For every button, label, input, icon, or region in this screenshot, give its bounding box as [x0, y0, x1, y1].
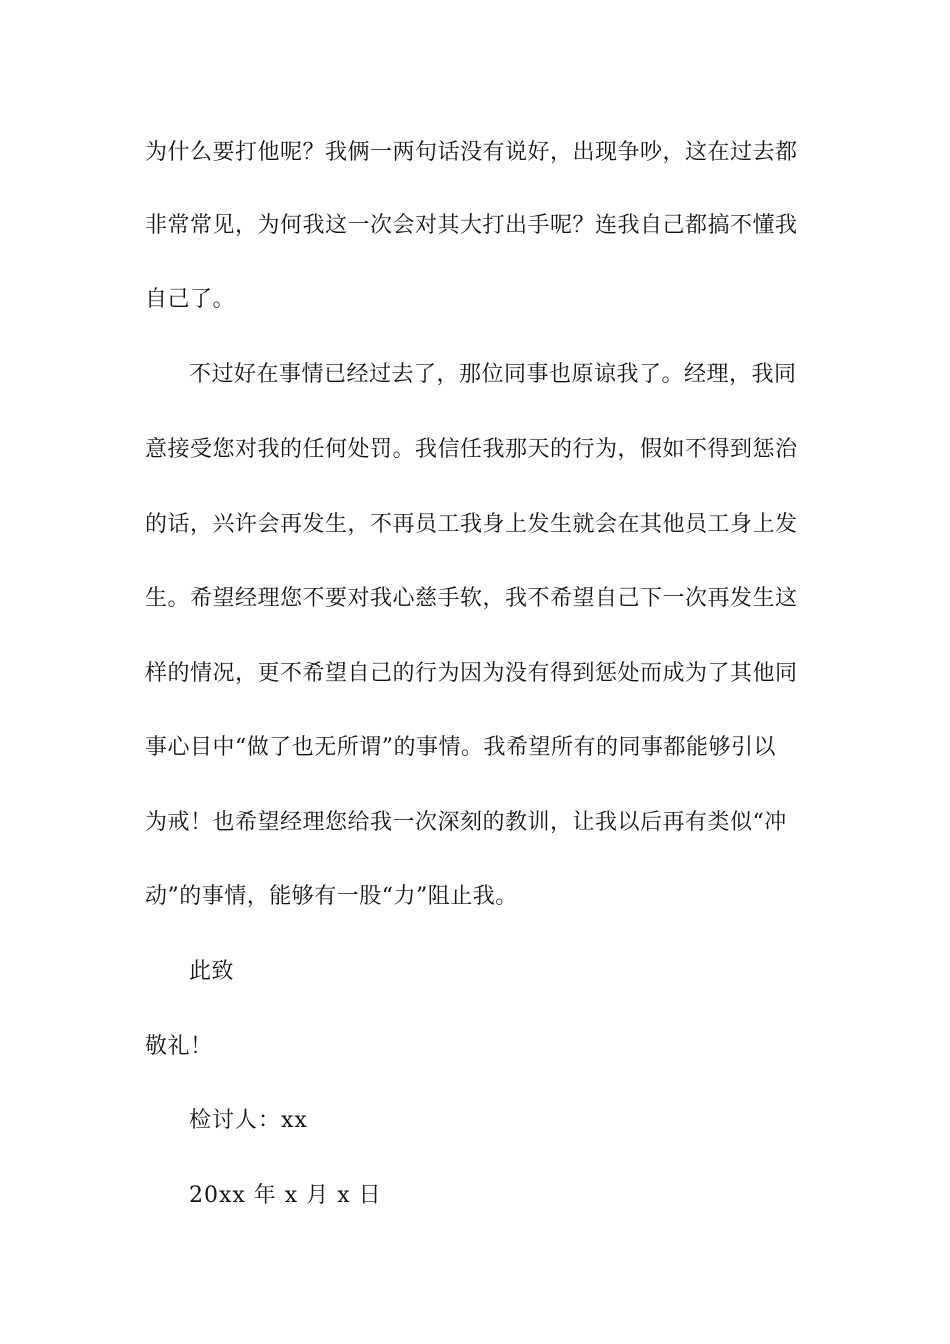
closing-regards: 敬礼！ [145, 1034, 213, 1059]
paragraph-2-line-6: 事心目中“做了也无所谓”的事情。我希望所有的同事都能够引以 [145, 735, 776, 760]
paragraph-2-line-1: 不过好在事情已经过去了，那位同事也原谅我了。经理，我同 [189, 362, 797, 387]
paragraph-1-line-3: 自己了。 [145, 287, 236, 312]
paragraph-2-line-7: 为戒！也希望经理您给我一次深刻的教训，让我以后再有类似“冲 [145, 810, 787, 835]
paragraph-2-line-3: 的话，兴许会再发生，不再员工我身上发生就会在其他员工身上发 [145, 512, 798, 537]
paragraph-2-line-4: 生。希望经理您不要对我心慈手软，我不希望自己下一次再发生这 [145, 586, 798, 611]
signature: 检讨人：xx [189, 1108, 308, 1133]
closing-salutation: 此致 [189, 959, 235, 984]
paragraph-2-line-5: 样的情况，更不希望自己的行为因为没有得到惩处而成为了其他同 [145, 661, 798, 686]
paragraph-2-line-8: 动”的事情，能够有一股“力”阻止我。 [145, 884, 518, 909]
paragraph-1-line-2: 非常常见，为何我这一次会对其大打出手呢？连我自己都搞不懂我 [145, 213, 798, 238]
paragraph-1-line-1: 为什么要打他呢？我俩一两句话没有说好，出现争吵，这在过去都 [145, 140, 798, 165]
paragraph-2-line-2: 意接受您对我的任何处罚。我信任我那天的行为，假如不得到惩治 [145, 437, 798, 462]
date: 20xx 年 x 月 x 日 [189, 1183, 382, 1208]
